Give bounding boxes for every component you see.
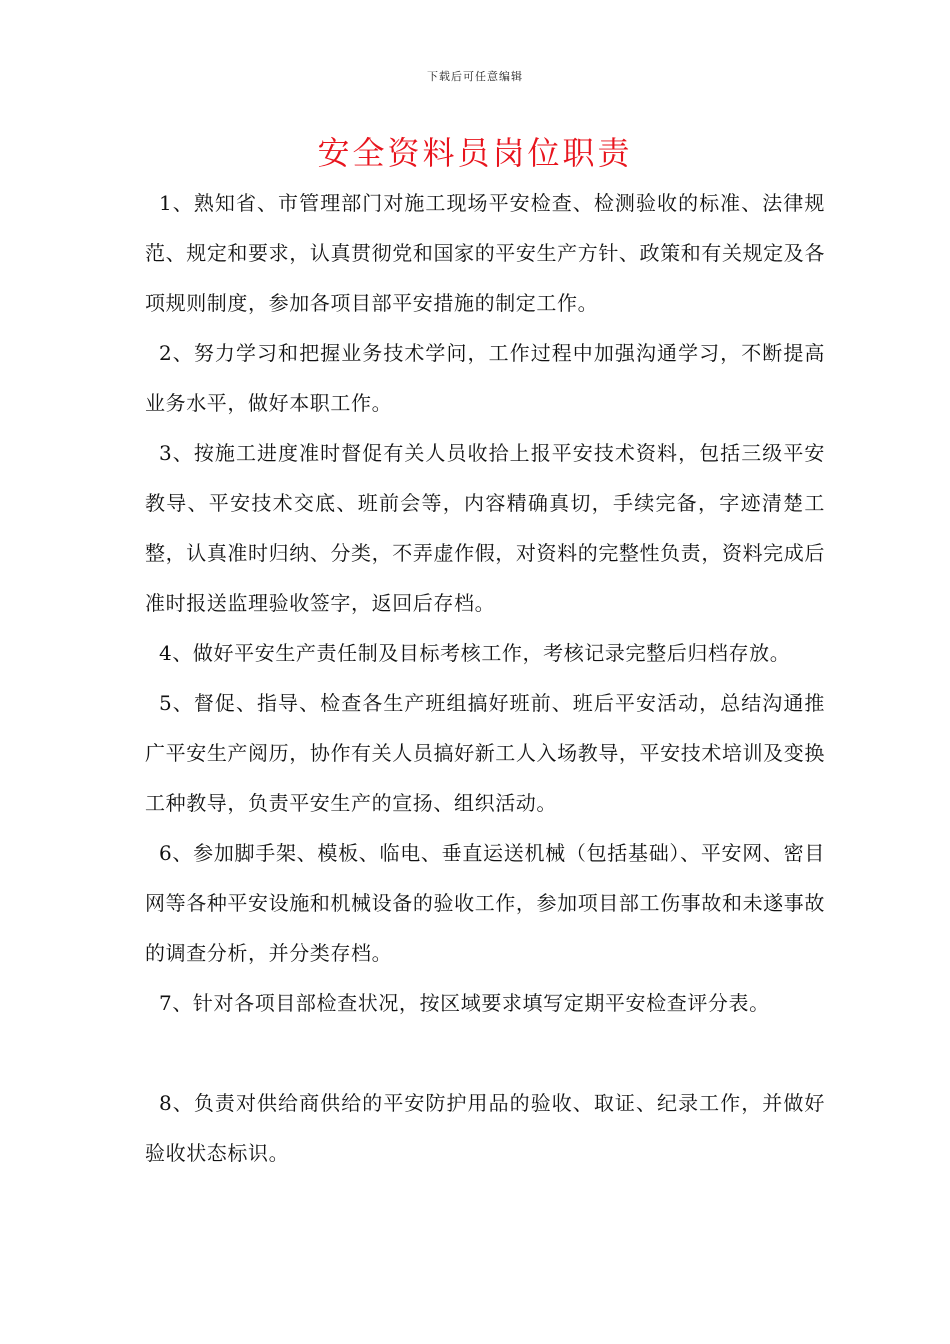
duty-paragraph-4: 4、做好平安生产责任制及目标考核工作，考核记录完整后归档存放。	[159, 641, 791, 665]
duty-paragraph-3: 3、按施工进度准时督促有关人员收拾上报平安技术资料，包括三级平安教导、平安技术交底、班前会等，内容精确真切，手续完备，字迹清楚工整，认真准时归纳、分类，不弄虚作假，对资料的完整性负责，资料完成后准时报送监理验收签字，返回后存档。	[145, 441, 825, 615]
header-note: 下载后可任意编辑	[427, 70, 523, 83]
duty-paragraph-6: 6、参加脚手架、模板、临电、垂直运送机械（包括基础）、平安网、密目网等各种平安设施和机械设备的验收工作，参加项目部工伤事故和未遂事故的调查分析，并分类存档。	[145, 841, 825, 965]
duties-list	[145, 178, 825, 1178]
duty-paragraph-1: 1、熟知省、市管理部门对施工现场平安检查、检测验收的标准、法律规范、规定和要求，认真贯彻党和国家的平安生产方针、政策和有关规定及各项规则制度，参加各项目部平安措施的制定工作。	[145, 191, 825, 315]
duty-paragraph-2: 2、努力学习和把握业务技术学问，工作过程中加强沟通学习，不断提高业务水平，做好本职工作。	[145, 341, 825, 415]
duty-paragraph-8: 8、负责对供给商供给的平安防护用品的验收、取证、纪录工作，并做好验收状态标识。	[145, 1091, 825, 1165]
duty-paragraph-7: 7、针对各项目部检查状况，按区域要求填写定期平安检查评分表。	[159, 991, 770, 1015]
duty-paragraph-5: 5、督促、指导、检查各生产班组搞好班前、班后平安活动，总结沟通推广平安生产阅历，协作有关人员搞好新工人入场教导，平安技术培训及变换工种教导，负责平安生产的宣扬、组织活动。	[145, 691, 825, 815]
document-title: 安全资料员岗位职责	[317, 134, 633, 172]
